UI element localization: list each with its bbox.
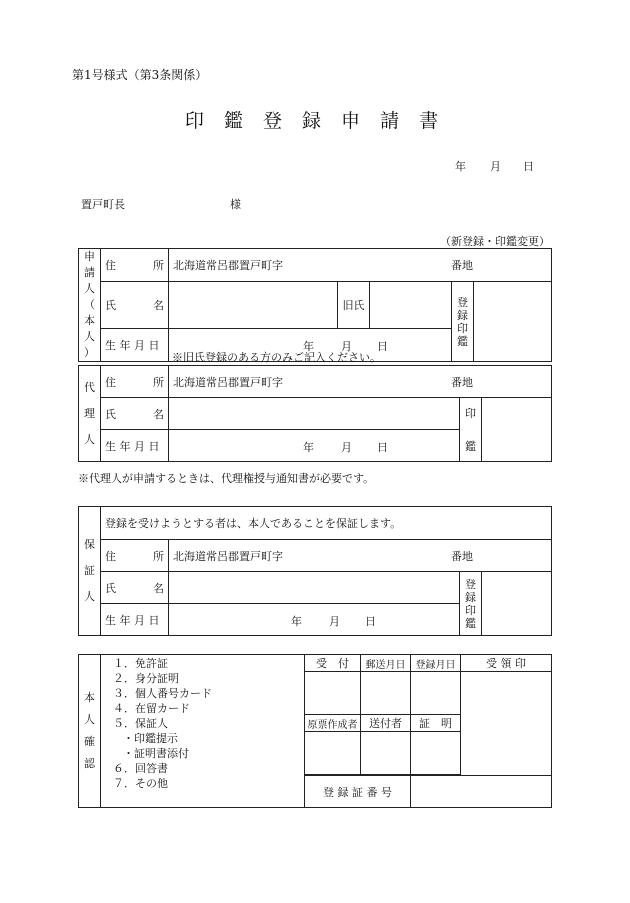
guarantor-side-label: 保 証 人 xyxy=(79,507,101,636)
identity-item[interactable]: ２．身分証明 xyxy=(113,672,179,685)
certification-header: 証 明 xyxy=(411,715,461,732)
agent-name-field[interactable] xyxy=(169,398,460,430)
identity-subitem[interactable]: ・印鑑提示 xyxy=(123,732,178,745)
applicant-name-label: 氏 名 xyxy=(101,282,169,329)
identity-subitem[interactable]: ・証明書添付 xyxy=(123,747,189,760)
applicant-seal-label: 登 録 印 鑑 xyxy=(452,282,474,362)
applicant-dob-field[interactable]: 年 月 日 xyxy=(169,329,452,362)
agent-dob-field[interactable]: 年 月 日 xyxy=(169,430,460,462)
agent-side-label: 代 理 人 xyxy=(79,366,101,462)
reg-number-cell[interactable] xyxy=(411,776,552,808)
sender-cell[interactable] xyxy=(361,732,411,775)
guarantor-seal-box[interactable] xyxy=(482,572,552,636)
guarantor-dob-field[interactable]: 年 月 日 xyxy=(169,604,460,636)
date-day: 日 xyxy=(523,160,534,173)
applicant-address-field[interactable]: 北海道常呂郡置戸町字 番地 xyxy=(169,249,552,282)
applicant-old-name-label: 旧氏 xyxy=(338,282,370,329)
applicant-side-label: 申 請 人 （ 本 人 ） xyxy=(79,249,101,362)
agent-dob-label: 生 年 月 日 xyxy=(101,430,169,462)
guarantor-seal-label: 登 録 印 鑑 xyxy=(460,572,482,636)
agent-note: ※代理人が申請するときは、代理権授与通知書が必要です。 xyxy=(78,472,375,485)
ledger-creator-cell[interactable] xyxy=(305,732,361,775)
agent-name-label: 氏 名 xyxy=(101,398,169,430)
agent-seal-box[interactable] xyxy=(482,398,552,462)
registered-date-cell[interactable] xyxy=(411,672,461,715)
document-title: 印 鑑 登 録 申 請 書 xyxy=(184,110,446,132)
identity-office-table xyxy=(78,654,552,808)
seal-received-header: 受 領 印 xyxy=(461,655,552,672)
addressee-honorific: 様 xyxy=(230,198,241,211)
guarantor-name-field[interactable] xyxy=(169,572,460,604)
date-year: 年 xyxy=(455,160,466,173)
agent-table xyxy=(78,365,552,462)
applicant-seal-box[interactable] xyxy=(474,282,552,362)
guarantor-table xyxy=(78,506,552,636)
applicant-table xyxy=(78,248,552,362)
guarantor-statement: 登録を受けようとする者は、本人であることを保証します。 xyxy=(101,507,552,540)
request-type: （新登録・印鑑変更） xyxy=(440,235,550,248)
seal-received-cell[interactable] xyxy=(461,672,552,776)
mailed-date-header: 郵送月日 xyxy=(361,655,411,672)
guarantor-name-label: 氏 名 xyxy=(101,572,169,604)
registered-date-header: 登録月日 xyxy=(411,655,461,672)
identity-item[interactable]: ５．保証人 xyxy=(113,717,168,730)
received-header: 受 付 xyxy=(305,655,361,672)
identity-item[interactable]: １．免許証 xyxy=(113,657,168,670)
mailed-date-cell[interactable] xyxy=(361,672,411,715)
applicant-dob-label: 生 年 月 日 xyxy=(101,329,169,362)
applicant-address-label: 住 所 xyxy=(101,249,169,282)
applicant-name-field[interactable] xyxy=(169,282,338,329)
agent-address-field[interactable]: 北海道常呂郡置戸町字 番地 xyxy=(169,366,552,398)
form-reference: 第1号様式（第3条関係） xyxy=(72,68,208,82)
guarantor-dob-label: 生 年 月 日 xyxy=(101,604,169,636)
applicant-old-name-field[interactable] xyxy=(370,282,452,329)
sender-header: 送付者 xyxy=(361,715,411,732)
date-month: 月 xyxy=(490,160,501,173)
received-cell[interactable] xyxy=(305,672,361,715)
reg-number-label: 登 録 証 番 号 xyxy=(305,776,411,808)
identity-item[interactable]: ３．個人番号カード xyxy=(113,687,212,700)
old-name-note: ※旧氏登録のある方のみご記入ください。 xyxy=(172,351,381,364)
ledger-creator-header: 原票作成者 xyxy=(305,715,361,732)
identity-side-label: 本 人 確 認 xyxy=(79,655,101,808)
identity-item[interactable]: ４．在留カード xyxy=(113,702,190,715)
identity-item[interactable]: ７．その他 xyxy=(113,777,168,790)
certification-cell[interactable] xyxy=(411,732,461,775)
identity-document-list xyxy=(101,655,305,808)
addressee-name: 置戸町長 xyxy=(81,198,125,211)
guarantor-address-field[interactable]: 北海道常呂郡置戸町字 番地 xyxy=(169,540,552,572)
agent-address-label: 住 所 xyxy=(101,366,169,398)
identity-item[interactable]: ６．回答書 xyxy=(113,762,168,775)
agent-seal-label: 印 鑑 xyxy=(460,398,482,462)
guarantor-address-label: 住 所 xyxy=(101,540,169,572)
